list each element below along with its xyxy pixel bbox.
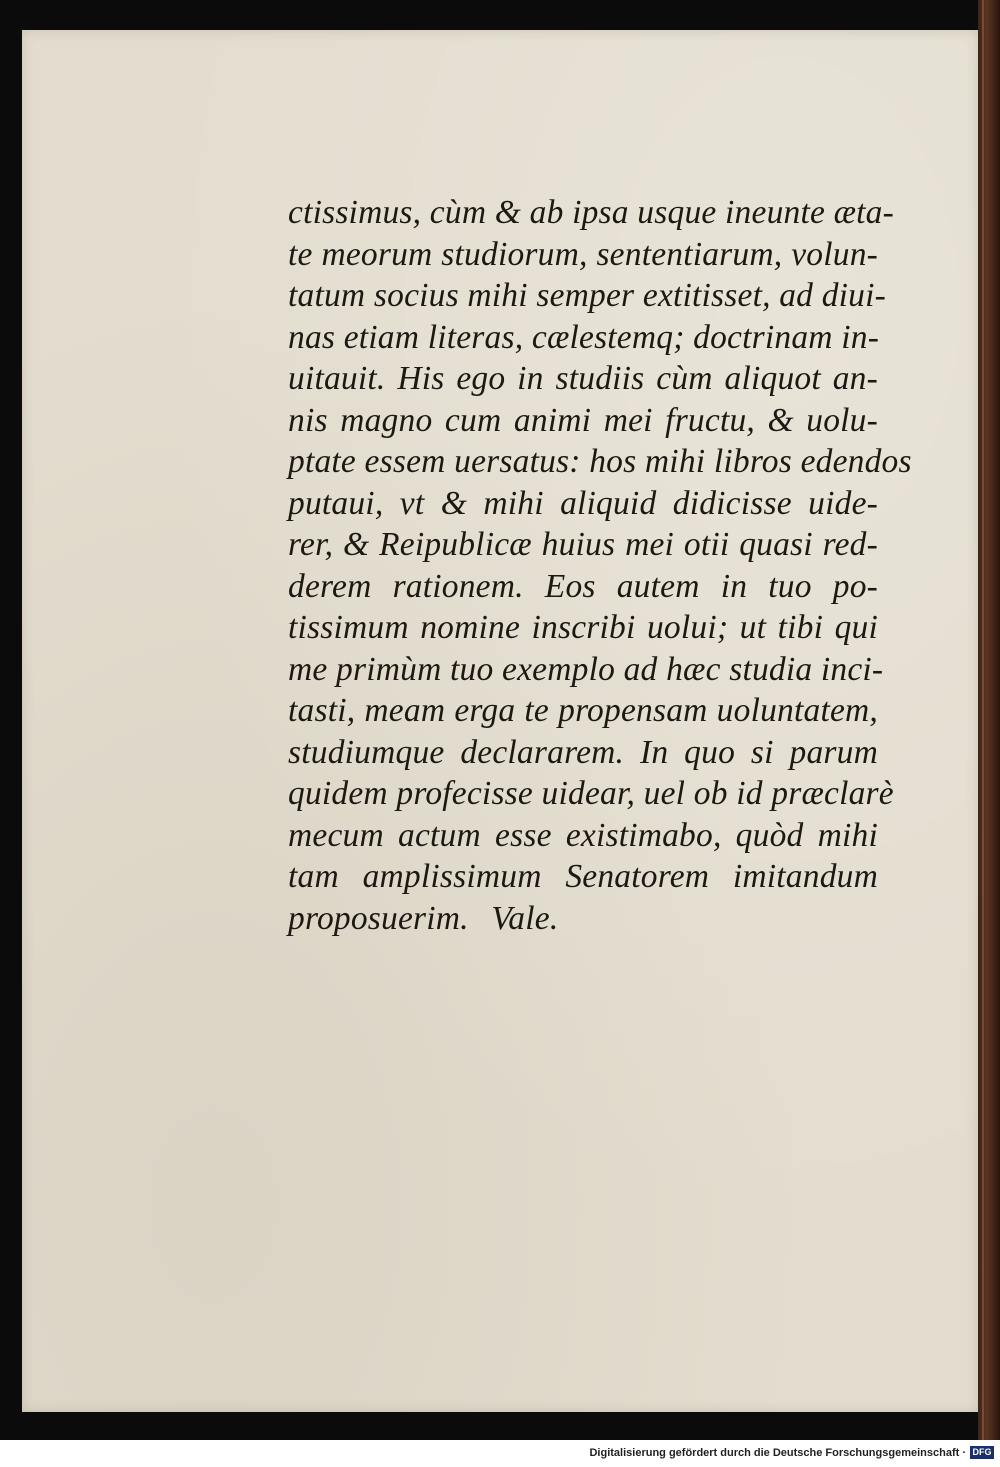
text-line: uitauit. His ego in studiis cùm aliquot an-: [288, 360, 878, 397]
text-line: tatum socius mihi semper extitisset, ad diui-: [288, 277, 886, 314]
text-line: tam amplissimum Senatorem imitandum: [288, 858, 878, 895]
text-line: tissimum nomine inscribi uolui; ut tibi qui: [288, 609, 878, 646]
book-spine-edge: [978, 0, 1000, 1440]
text-line: mecum actum esse existimabo, quòd mihi: [288, 816, 878, 854]
text-line: te meorum studiorum, sententiarum, volun-: [288, 235, 878, 273]
text-line: tasti, meam erga te propensam uoluntatem,: [288, 692, 878, 729]
text-line: putaui, vt & mihi aliquid didicisse uide-: [288, 484, 878, 522]
text-line-closing: proposuerim. Vale.: [288, 899, 559, 937]
text-line: rer, & Reipublicæ huius mei otii quasi red-: [288, 526, 878, 563]
text-line: studiumque declararem. In quo si parum: [288, 733, 878, 771]
text-line: quidem profecisse uidear, uel ob id præclarè: [288, 775, 894, 812]
text-line: nis magno cum animi mei fructu, & uolu-: [288, 401, 878, 439]
dfg-logo: DFG: [970, 1446, 994, 1459]
text-line: nas etiam literas, cælestemq; doctrinam in-: [288, 318, 880, 356]
text-line: ctissimus, cùm & ab ipsa usque ineunte æta-: [288, 194, 894, 231]
text-line: me primùm tuo exemplo ad hæc studia inci-: [288, 650, 884, 688]
text-line: ptate essem uersatus: hos mihi libros edendos: [288, 443, 912, 480]
text-line: derem rationem. Eos autem in tuo po-: [288, 567, 878, 605]
page-text-block: [288, 192, 912, 939]
digitization-credit: Digitalisierung gefördert durch die Deutsche Forschungsgemeinschaft ·: [589, 1447, 966, 1459]
